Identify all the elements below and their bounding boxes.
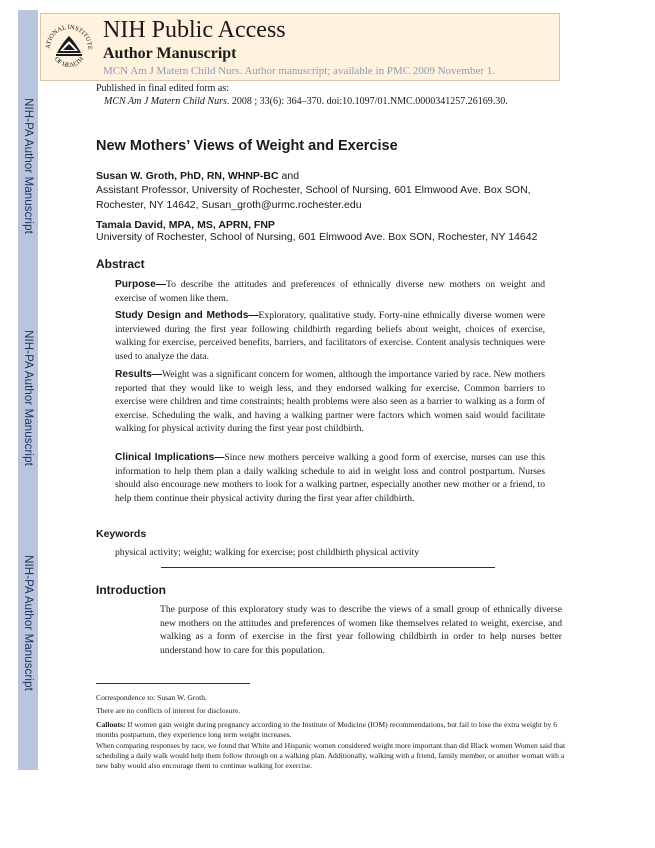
keywords-heading: Keywords bbox=[96, 528, 147, 540]
introduction-paragraph: The purpose of this exploratory study was to describe the views of a small group of ethnically diverse new mothers on the attitudes and preferences of women like themselves related to weight, exercise, and walking as a form of exercise in the first year following childbirth in order to help nurses better understand how to care for this population. bbox=[160, 604, 562, 656]
article-title: New Mothers’ Views of Weight and Exercise bbox=[96, 138, 398, 154]
abstract-results-text: Weight was a significant concern for women, although the importance varied by race. New mothers reported that they would like to weigh less, and they endorsed walking for exercise. Common barriers to exercise were children and time constraints; health problems were also seen as a barrier to walking as a form of exercise. Scheduling the walk, and having a walking partner were factors which women said would facilitate walking for physical activity during the first year post childbirth. bbox=[115, 369, 545, 434]
footnote-callouts-text: If women gain weight during pregnancy according to the Institute of Medicine (IOM) recommendations, but fail to lose the extra weight by 6 months postpartum, they experience long term weight increases. bbox=[96, 720, 558, 739]
author-1-name-line bbox=[96, 171, 299, 182]
abstract-methods-text: Exploratory, qualitative study. Forty-nine ethnically diverse women were interviewed during the first year following childbirth regarding beliefs about weight, choices of exercise, walking for exercise, perceived benefits, barriers, and facilitators of exercise. Content analysis techniques were used to analyze the data. bbox=[115, 310, 545, 362]
author-1-name-suffix: and bbox=[278, 170, 300, 182]
author-1-name: Susan W. Groth, PhD, RN, WHNP-BC bbox=[96, 170, 279, 182]
author-manuscript-subtitle: Author Manuscript bbox=[103, 45, 237, 62]
footnote-callouts-label: Callouts: bbox=[96, 720, 126, 729]
abstract-methods bbox=[115, 309, 545, 363]
author-2-name: Tamala David, MPA, MS, APRN, FNP bbox=[96, 219, 275, 231]
abstract-clinical-text: Since new mothers perceive walking a good form of exercise, nurses can use this information to help them plan a daily walking schedule to aid in weight loss and control postpartum. Nurses should also encourage new mothers to look for a walking partner, especially another new mother or a friend, to help them continue their physical activity during the first year after childbirth. bbox=[115, 452, 545, 504]
publication-lead: Published in final edited form as: bbox=[96, 83, 230, 94]
abstract-purpose bbox=[115, 278, 545, 305]
abstract-purpose-label: Purpose— bbox=[115, 279, 166, 290]
side-label-3: NIH-PA Author Manuscript bbox=[22, 555, 34, 691]
author-1-affiliation: Assistant Professor, University of Rochester, School of Nursing, 601 Elmwood Ave. Box SON, Rochester, NY 14642, Susan_groth@urmc.rochester.edu bbox=[96, 184, 531, 211]
footnote-correspondence: Correspondence to: Susan W. Groth. bbox=[96, 693, 207, 702]
abstract-clinical bbox=[115, 451, 545, 505]
publication-citation-rest: . 2008 ; 33(6): 364–370. doi:10.1097/01.NMC.0000341257.26169.30. bbox=[226, 96, 508, 107]
nih-public-access-title: NIH Public Access bbox=[103, 17, 286, 43]
abstract-results bbox=[115, 368, 545, 436]
footnote-callouts bbox=[96, 720, 566, 740]
abstract-methods-label: Study Design and Methods— bbox=[115, 310, 259, 321]
introduction-heading: Introduction bbox=[96, 583, 166, 597]
nih-logo bbox=[41, 18, 97, 74]
section-divider bbox=[161, 567, 495, 568]
svg-text:OF HEALTH: OF HEALTH bbox=[52, 55, 86, 70]
svg-text:NATIONAL INSTITUTES: ATIONAL INSTITUTE bbox=[44, 23, 94, 50]
header-journal-text: MCN Am J Matern Child Nurs. Author manuscript; available in PMC 2009 November 1. bbox=[103, 65, 495, 77]
abstract-clinical-label: Clinical Implications— bbox=[115, 452, 225, 463]
author-2-affiliation: University of Rochester, School of Nursing, 601 Elmwood Ave. Box SON, Rochester, NY 14642 bbox=[96, 231, 538, 243]
abstract-results-label: Results— bbox=[115, 369, 162, 380]
abstract-heading: Abstract bbox=[96, 257, 145, 271]
footnote-conflicts: There are no conflicts of interest for disclosure. bbox=[96, 706, 241, 715]
abstract-purpose-text: To describe the attitudes and preferences of ethnically diverse new mothers on weight and exercise of women like them. bbox=[115, 279, 545, 304]
footnote-comparison: When comparing responses by race, we found that White and Hispanic women considered weight more important than did Black women Women said that scheduling a daily walk would help them follow through on a walking plan. Additionally, walking with a friend, family member, or another woman with a new baby would also encourage them to continue walking for exercise. bbox=[96, 741, 566, 770]
publication-citation bbox=[104, 97, 508, 107]
side-label-2: NIH-PA Author Manuscript bbox=[22, 330, 34, 466]
keywords-list: physical activity; weight; walking for exercise; post childbirth physical activity bbox=[115, 547, 419, 558]
side-label-1: NIH-PA Author Manuscript bbox=[22, 98, 34, 234]
publication-journal: MCN Am J Matern Child Nurs bbox=[104, 96, 227, 107]
header-journal-line bbox=[103, 66, 495, 77]
footnote-rule bbox=[96, 683, 250, 684]
